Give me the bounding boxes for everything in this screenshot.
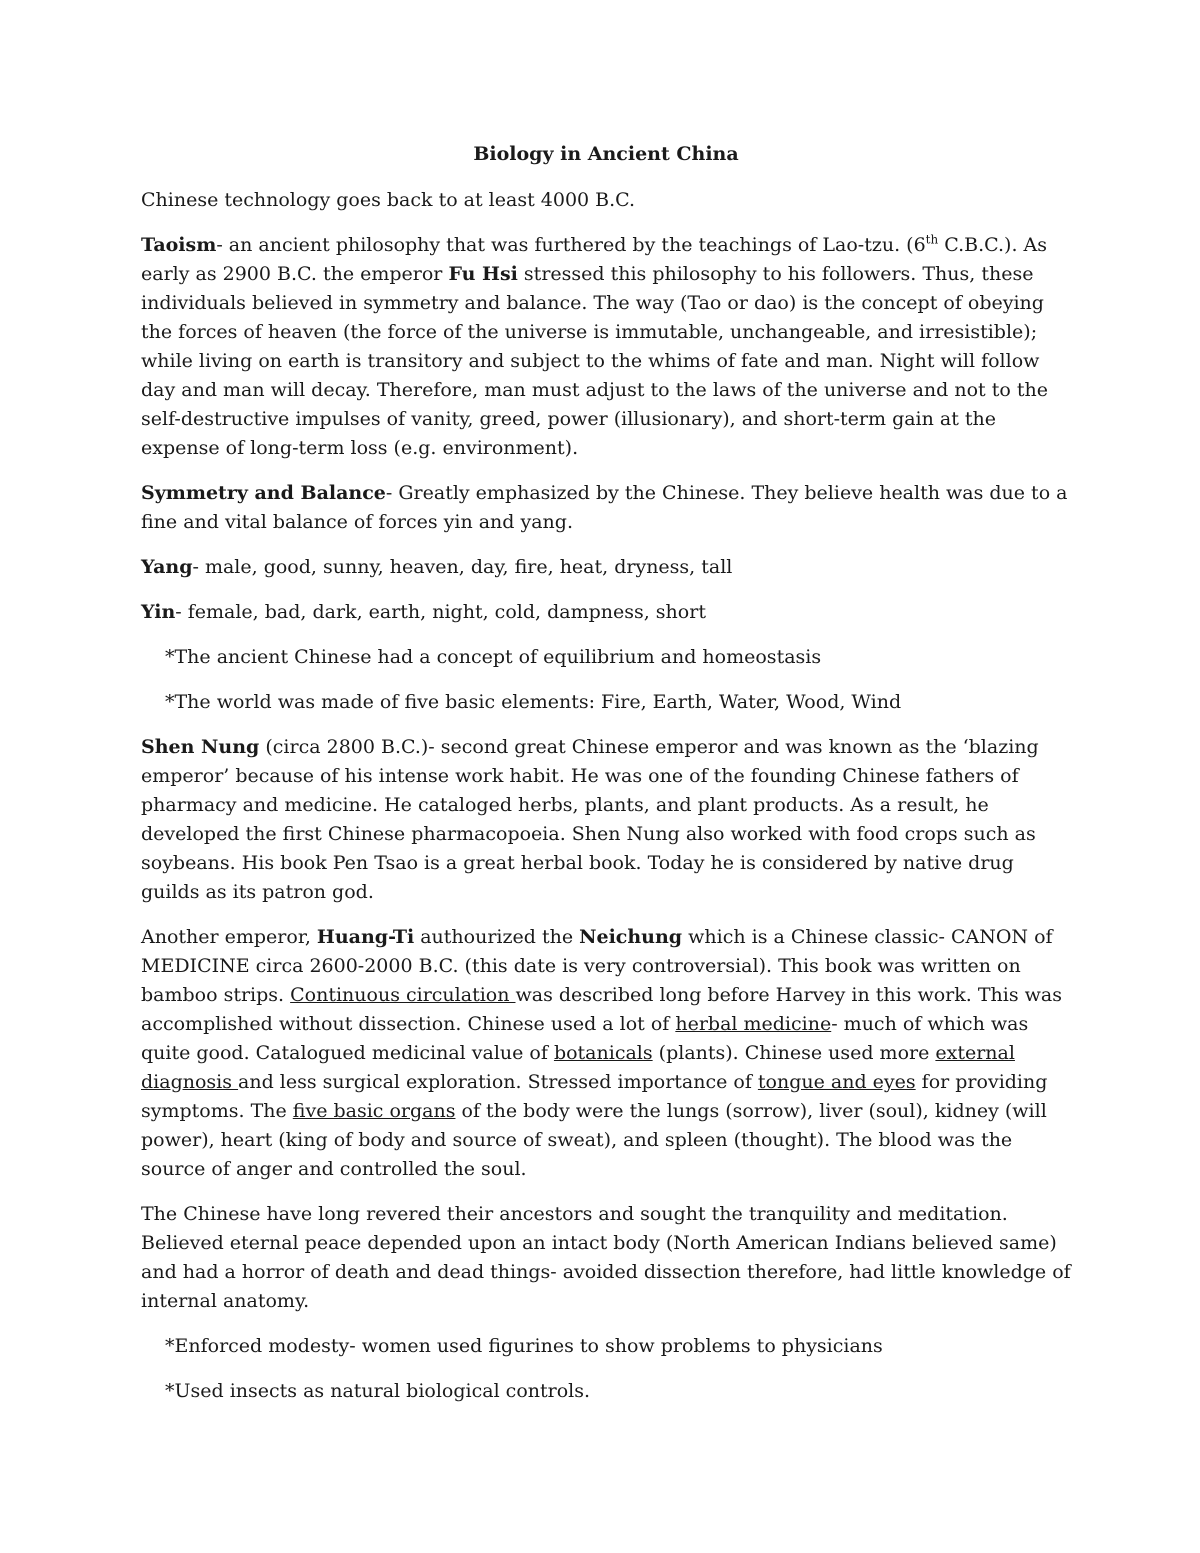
yang-term: Yang xyxy=(141,556,193,578)
bullet-five-elements: *The world was made of five basic elements: Fire, Earth, Water, Wood, Wind xyxy=(165,691,902,713)
huang-text-5: - much of which was quite good. Catalogued medicinal value of xyxy=(141,1013,1029,1064)
shen-nung-term: Shen Nung xyxy=(141,736,260,758)
huang-text-3: which is a Chinese classic- CANON of MEDICINE circa 2600-2000 B.C. (this date is very controversial). This book was written on bamboo strips. xyxy=(141,926,1053,1006)
symmetry-term: Symmetry and Balance xyxy=(141,482,386,504)
yang-text: - male, good, sunny, heaven, day, fire, heat, dryness, tall xyxy=(192,556,733,578)
bullet-enforced-modesty: *Enforced modesty- women used figurines to show problems to physicians xyxy=(165,1335,883,1357)
intro-paragraph: Chinese technology goes back to at least 4000 B.C. xyxy=(141,189,636,211)
underline-botanicals: botanicals xyxy=(553,1042,653,1064)
yin-paragraph xyxy=(141,598,1071,627)
huang-ti-name: Huang-Ti xyxy=(316,926,415,948)
taoism-superscript: th xyxy=(925,232,939,247)
symmetry-text: - Greatly emphasized by the Chinese. They believe health was due to a fine and vital balance of forces yin and yang. xyxy=(141,482,1068,533)
underline-herbal-medicine: herbal medicine xyxy=(675,1013,832,1035)
huang-text-8: for providing symptoms. The xyxy=(141,1071,1048,1122)
huang-text-7: and less surgical exploration. Stressed importance of xyxy=(238,1071,758,1093)
taoism-text-2: C.B.C.). As early as 2900 B.C. the emperor xyxy=(141,234,1048,285)
fu-hsi-name: Fu Hsi xyxy=(448,263,518,285)
huang-text-2: authourized the xyxy=(414,926,580,948)
symmetry-paragraph xyxy=(141,479,1071,537)
bullet-equilibrium: *The ancient Chinese had a concept of equilibrium and homeostasis xyxy=(165,646,822,668)
bullet-insects: *Used insects as natural biological controls. xyxy=(165,1380,591,1402)
taoism-term: Taoism xyxy=(141,234,217,256)
underline-continuous-circulation: Continuous circulation xyxy=(290,984,516,1006)
shen-nung-text: (circa 2800 B.C.)- second great Chinese emperor and was known as the ‘blazing emperor’ because of his intense work habit. He was one of the founding Chinese fathers of pharmacy and medicine. He cataloged herbs, plants, and plant products. As a result, he developed the first Chinese pharmacopoeia. Shen Nung also worked with food crops such as soybeans. His book Pen Tsao is a great herbal book. Today he is considered by native drug guilds as its patron god. xyxy=(141,736,1039,903)
yin-term: Yin xyxy=(141,601,176,623)
document-page xyxy=(141,140,1071,1422)
underline-external-diagnosis: external diagnosis xyxy=(141,1042,1015,1093)
underline-five-basic-organs: five basic organs xyxy=(292,1100,456,1122)
shen-nung-paragraph xyxy=(141,733,1071,907)
taoism-text-1: - an ancient philosophy that was furthered by the teachings of Lao-tzu. (6 xyxy=(216,234,926,256)
yang-paragraph xyxy=(141,553,1071,582)
ancestors-paragraph: The Chinese have long revered their ancestors and sought the tranquility and meditation. Believed eternal peace depended upon an intact body (North American Indians believed same) and had a horror of death and dead things- avoided dissection therefore, had little knowledge of internal anatomy. xyxy=(141,1203,1071,1312)
taoism-text-3: stressed this philosophy to his followers. Thus, these individuals believed in symmetry and balance. The way (Tao or dao) is the concept of obeying the forces of heaven (the force of the universe is immutable, unchangeable, and irresistible); while living on earth is transitory and subject to the whims of fate and man. Night will follow day and man will decay. Therefore, man must adjust to the laws of the universe and not to the self-destructive impulses of vanity, greed, power (illusionary), and short-term gain at the expense of long-term loss (e.g. environment). xyxy=(141,263,1048,459)
huang-ti-paragraph xyxy=(141,923,1071,1184)
neichung-name: Neichung xyxy=(579,926,683,948)
document-title: Biology in Ancient China xyxy=(473,143,739,165)
yin-text: - female, bad, dark, earth, night, cold, dampness, short xyxy=(175,601,706,623)
huang-text-1: Another emperor, xyxy=(141,926,317,948)
taoism-paragraph xyxy=(141,231,1071,463)
huang-text-4: was described long before Harvey in this work. This was accomplished without dissection. Chinese used a lot of xyxy=(141,984,1062,1035)
huang-text-6: (plants). Chinese used more xyxy=(652,1042,936,1064)
huang-text-9: of the body were the lungs (sorrow), liver (soul), kidney (will power), heart (king of body and source of sweat), and spleen (thought). The blood was the source of anger and controlled the soul. xyxy=(141,1100,1047,1180)
underline-tongue-and-eyes: tongue and eyes xyxy=(757,1071,916,1093)
